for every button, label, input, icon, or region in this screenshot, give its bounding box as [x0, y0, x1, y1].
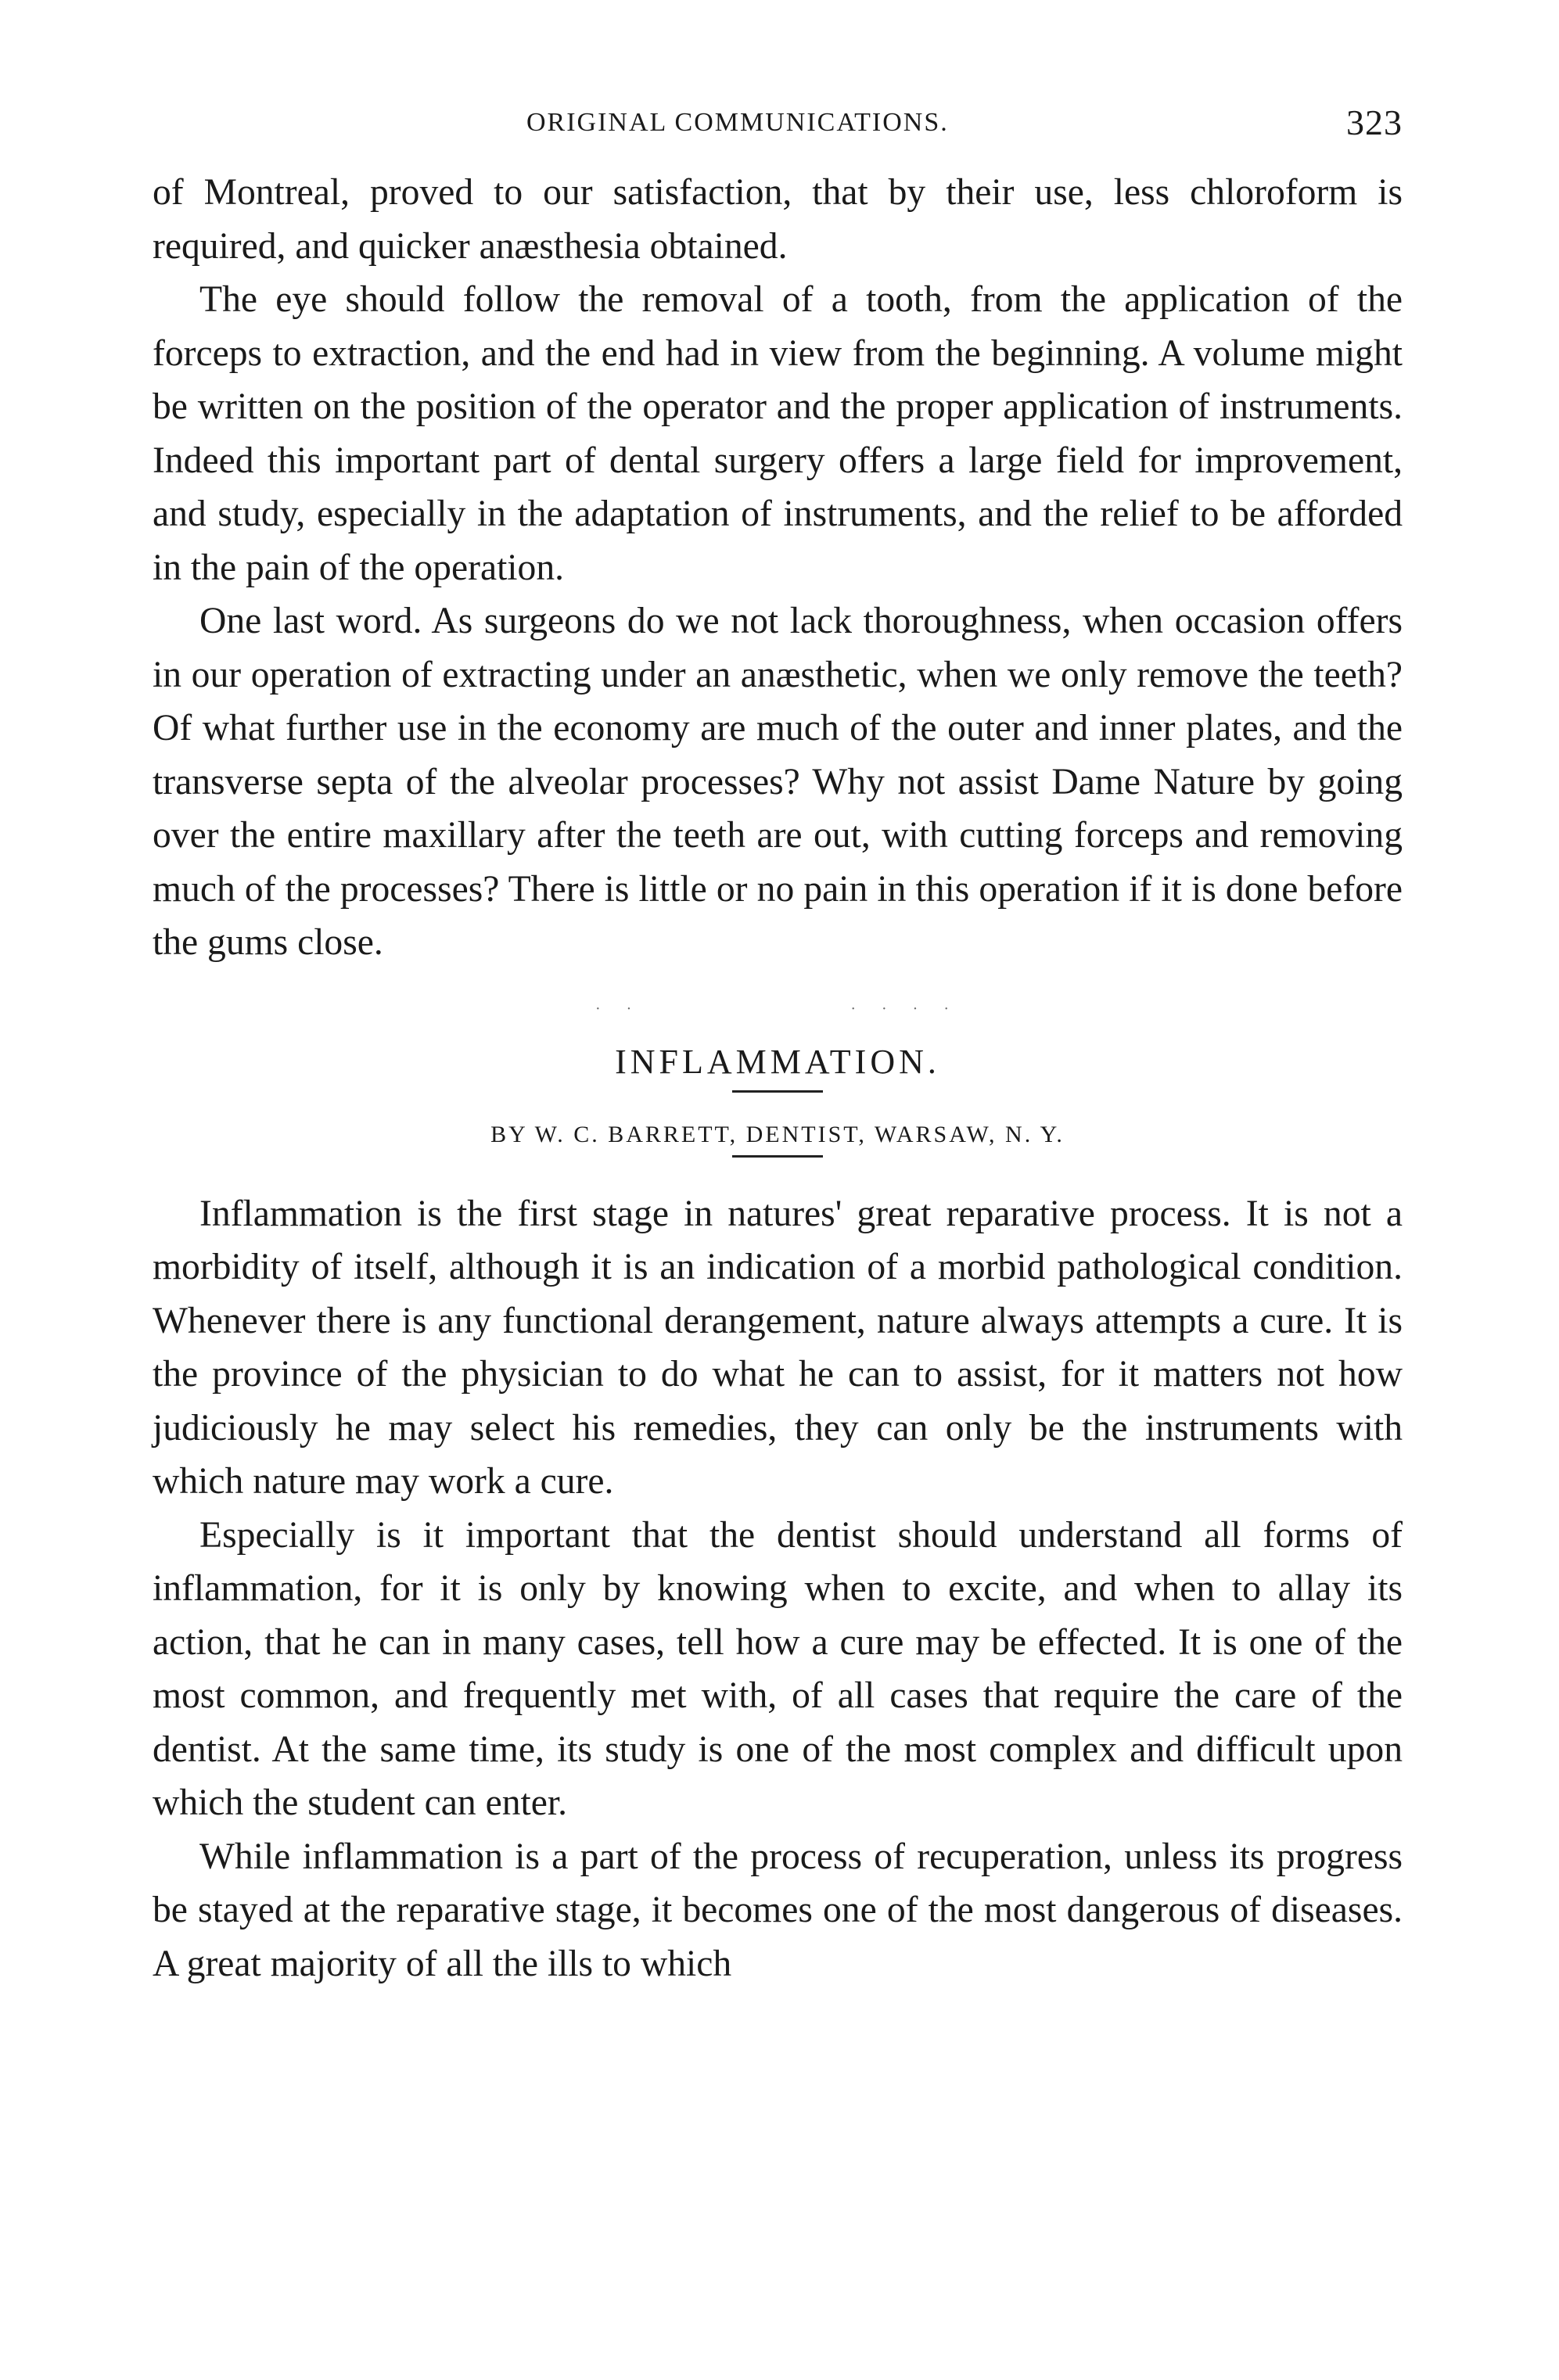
article-body [153, 1187, 1403, 1991]
article-byline: BY W. C. BARRETT, DENTIST, WARSAW, N. Y. [490, 1121, 1065, 1147]
heading-rule [732, 1090, 823, 1093]
article-heading: INFLAMMATION. [615, 1042, 940, 1081]
page-number: 323 [1346, 102, 1403, 142]
running-head [153, 102, 1403, 149]
section-separator: · · · · · · [595, 1000, 960, 1018]
paragraph: Especially is it important that the dentist should understand all forms of inflammation, for it is only by knowing when to excite, and when to allay its action, that he can in many cases, tell how a cure may be effected. It is one of the most common, and frequently met with, of all cases that require the care of the dentist. At the same time, its study is one of the most complex and difficult upon which the student can enter. [153, 1514, 1403, 1823]
byline-rule [732, 1155, 823, 1158]
paragraph: One last word. As surgeons do we not lack thoroughness, when occasion offers in our operation of extracting under an anæsthetic, when we only remove the teeth? Of what further use in the economy are much of the outer and inner plates, and the transverse septa of the alveolar processes? Why not assist Dame Nature by going over the entire maxillary after the teeth are out, with cutting forceps and removing much of the processes? There is little or no pain in this operation if it is done before the gums close. [153, 601, 1403, 963]
paragraph: Inflammation is the first stage in natures' great reparative process. It is not a morbidity of itself, although it is an indication of a morbid pathological condition. Whenever there is any functional derangement, nature always attempts a cure. It is the province of the physician to do what he can to assist, for it matters not how judiciously he may select his remedies, they can only be the instruments with which nature may work a cure. [153, 1193, 1403, 1502]
book-page [153, 102, 1403, 1991]
running-head-title: ORIGINAL COMMUNICATIONS. [526, 108, 949, 137]
paragraph-continued: of Montreal, proved to our satisfaction, that by their use, less chloroform is required, and quicker anæsthesia obtained. [153, 172, 1403, 267]
continued-text [153, 166, 1403, 970]
paragraph: While inflammation is a part of the process of recuperation, unless its progress be stayed at the reparative stage, it becomes one of the most dangerous of diseases. A great majority of all the ills to which [153, 1836, 1403, 1984]
paragraph: The eye should follow the removal of a tooth, from the application of the forceps to extraction, and the end had in view from the beginning. A volume might be written on the position of the operator and the proper application of instruments. Indeed this important part of dental surgery offers a large field for improvement, and study, especially in the adaptation of instruments, and the relief to be afforded in the pain of the operation. [153, 279, 1403, 588]
